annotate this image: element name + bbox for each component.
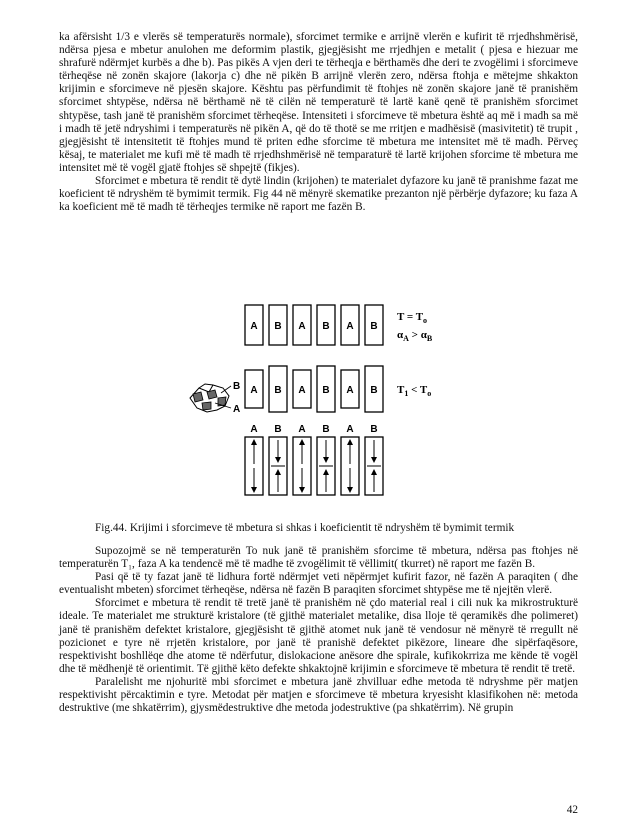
phase-label: B bbox=[274, 424, 282, 435]
two-phase-schematic bbox=[185, 300, 560, 510]
page-number: 42 bbox=[566, 804, 578, 816]
equation-alpha-compare: $\alpha_A > \alpha_B$ bbox=[397, 329, 433, 343]
phase-label: A bbox=[298, 424, 306, 435]
paragraph: Supozojmë se në temperaturën To nuk janë të pranishëm sforcime të mbetura, ndërsa pas ftohjes në temperaturën T₁, faza A ka tendencë më të madhe të zvogëlimit të vëllimit( tkurret) në raport me fazën B. bbox=[59, 545, 578, 571]
phase-label: B bbox=[322, 424, 330, 435]
figure-44 bbox=[185, 300, 560, 510]
grain-label-a: A bbox=[233, 404, 241, 415]
paragraph: Pasi që të ty fazat janë të lidhura fortë ndërmjet veti nëpërmjet kufirit fazor, në fazën A paraqiten ( dhe eventualisht mbeten) sforcimet tërheqëse, ndërsa në fazën B paraqiten sforcimet shtypëse me të njejtën vlerë. bbox=[59, 571, 578, 597]
phase-label: B bbox=[322, 385, 330, 396]
row3-labels bbox=[250, 424, 377, 435]
paragraph: Sforcimet e mbetura të rendit të dytë lindin (krijohen) te materialet dyfazore ku janë të pranishme fazat me koeficient të ndryshëm të bymimit termik. Fig 44 në mënyrë skematike prezanton një përbërje dyfazore; ku faza A ka koeficient më të madh të tërheqjes termike në raport me fazën B. bbox=[59, 175, 578, 214]
phase-label: B bbox=[322, 321, 330, 332]
phase-label: A bbox=[298, 385, 306, 396]
phase-label: A bbox=[346, 321, 354, 332]
grain-label-b: B bbox=[233, 381, 241, 392]
grain-cluster-illustration bbox=[190, 381, 240, 415]
phase-label: A bbox=[250, 385, 258, 396]
top-text-block bbox=[59, 31, 578, 214]
row1-phases bbox=[245, 305, 383, 345]
phase-label: A bbox=[346, 424, 354, 435]
phase-label: B bbox=[370, 385, 378, 396]
paragraph: Sforcimet e mbetura të rendit të tretë janë të pranishëm në çdo material real i cili nuk ka mikrostrukturë ideale. Te materialet me strukturë kristalore (të gjithë materialet metalike, disa lloje të qeramikës dhe polimeret) janë të pranishëm defektet kristalore, gjegjësisht të gjithë atomet nuk janë të vendosur në mënyrë të rregullt në pozicionet e tyre në rrjetën kristalore, por janë të pranishë defektet pikëzore, lineare dhe sipërfaqësore, respektivisht boshllëqe dhe atome të ndërfutur, dislokacione anësore dhe spirale, kufikokrriza me kënde të vogël dhe të mëdhenjë të orientimit. Të gjithë këto defekte shkaktojnë krijimin e sforcimeve të mbetura të rendit të tretë. bbox=[59, 597, 578, 675]
phase-label: B bbox=[274, 385, 282, 396]
phase-label: A bbox=[298, 321, 306, 332]
phase-label: A bbox=[250, 424, 258, 435]
equation-t-equals-t0: $T = T_o$ bbox=[397, 311, 428, 325]
phase-label: B bbox=[370, 321, 378, 332]
row2-phases bbox=[245, 366, 383, 412]
paragraph: ka afërsisht 1/3 e vlerës së temperaturës normale), sforcimet termike e arrijnë vlerën e kufirit të rrjedhshmërisë, ndërsa pjesa e mbetur anulohen me deformim plastik, gjegjësisht me rrjedhjen e metalit ( pjesa e hiezuar me shrafurë ndërmjet kurbës a dhe b). Pas pikës A vjen deri te tërheqja e bërthamës dhe deri te zvogëlimi i sforcimeve tërheqëse në zonën skajore (lakorja c) dhe në pikën B arrijnë vlerën zero, ndërsa ftohja e mëtejme shkakton krijimin e sforcimeve në pjesën skajore. Kështu pas përfundimit të ftohjes në zonën skajore janë të pranishëm sforcimet shtypëse, ndërsa në bërthamë në të cilën në temperaturë të lartë kanë qenë të pranishëm sforcimet shtypëse, tash janë të pranishëm sforcimet tërheqëse. Intensiteti i sforcimeve të mbetura është aq më i madh sa më i madh të jetë ndryshimi i temperaturës në pikën A, që do të thotë se me rritjen e madhësisë (masivitetit) të trupit , gjegjësisht të intensitetit të ftohjes mund të priten edhe sforcime të mbetura me intensitet më të madh. Përveç kësaj, te materialet me kufi më të madh të rrjedhshmërisë në temparaturë të lartë krijohen sforcime të mbetura me intensitet më të vogël gjatë ftohjes së shpejtë (fikjes). bbox=[59, 31, 578, 174]
equation-t1-less-t0: $T_1 < T_o$ bbox=[397, 384, 432, 398]
bottom-text-block bbox=[59, 545, 578, 715]
paragraph: Paralelisht me njohuritë mbi sforcimet e mbetura janë zhvilluar edhe metoda të ndryshme për matjen respektivisht përcaktimin e tyre. Metodat për matjen e sforcimeve të mbetura kryesisht klasifikohen në: metoda destruktive (me shkatërrim), gjysmëdestruktive dhe metoda jodestruktive (pa shkatërrim). Në grupin bbox=[59, 675, 578, 715]
row3-stress-boxes bbox=[245, 437, 383, 495]
figure-caption: Fig.44. Krijimi i sforcimeve të mbetura si shkas i koeficientit të ndryshëm të bymimit termik bbox=[95, 522, 515, 534]
phase-label: A bbox=[346, 385, 354, 396]
phase-label: A bbox=[250, 321, 258, 332]
phase-label: B bbox=[370, 424, 378, 435]
phase-label: B bbox=[274, 321, 282, 332]
